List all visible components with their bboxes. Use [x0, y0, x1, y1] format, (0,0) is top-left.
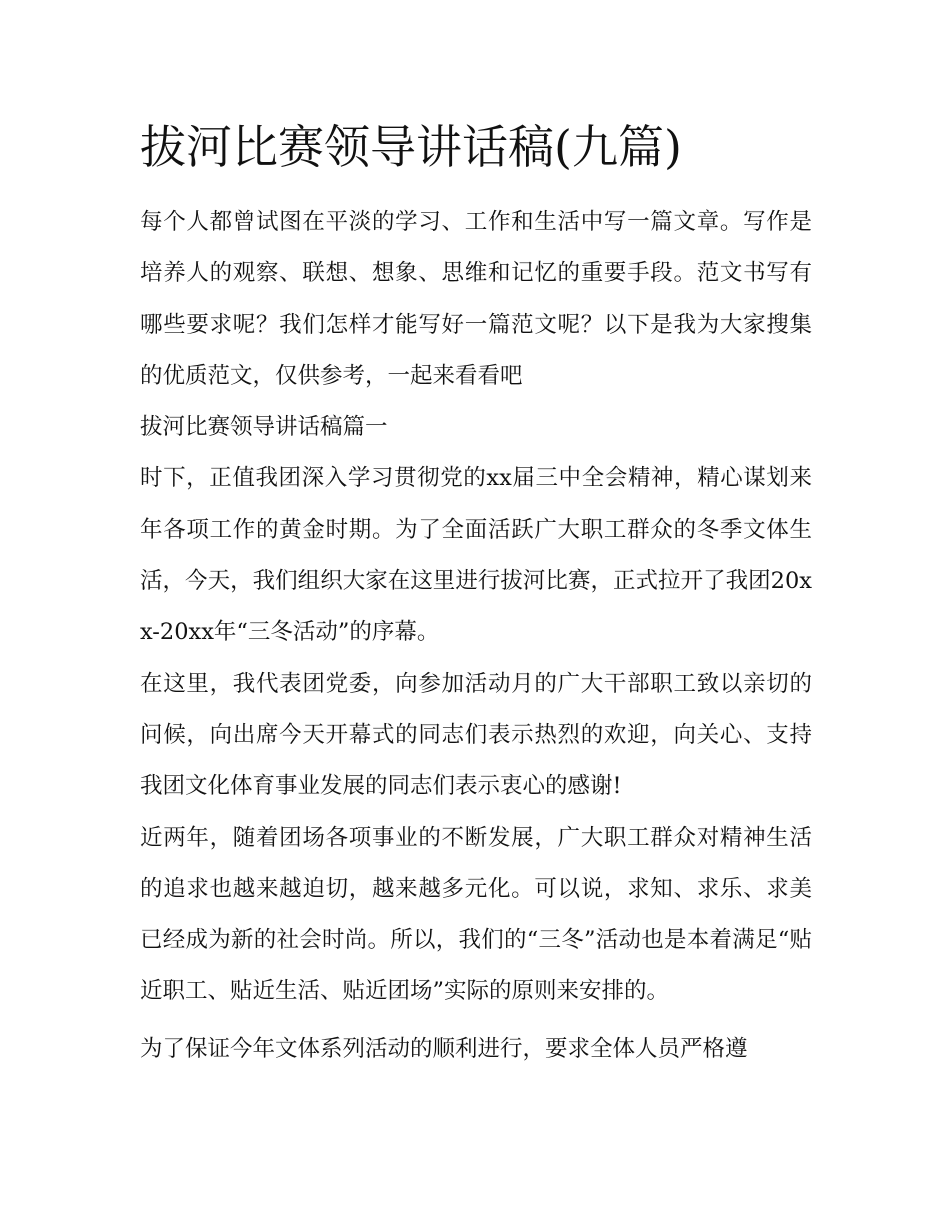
document-title: 拔河比赛领导讲话稿(九篇) — [140, 120, 682, 174]
section-heading: 拔河比赛领导讲话稿篇一 — [140, 414, 388, 441]
body-paragraph: 时下，正值我团深入学习贯彻党的xx届三中全会精神，精心谋划来年各项工作的黄金时期。为了全面活跃广大职工群众的冬季文体生活，今天，我们组织大家在这里进行拔河比赛，正式拉开了我团20xx-20xx年“三冬活动”的序幕。 — [140, 465, 812, 646]
intro-paragraph: 每个人都曾试图在平淡的学习、工作和生活中写一篇文章。写作是培养人的观察、联想、想象、思维和记忆的重要手段。范文书写有哪些要求呢？我们怎样才能写好一篇范文呢？以下是我为大家搜集的优质范文，仅供参考，一起来看看吧 — [140, 209, 812, 389]
body-paragraph: 在这里，我代表团党委，向参加活动月的广大干部职工致以亲切的问候，向出席今天开幕式的同志们表示热烈的欢迎，向关心、支持我团文化体育事业发展的同志们表示衷心的感谢! — [140, 670, 812, 800]
body-paragraph: 近两年，随着团场各项事业的不断发展，广大职工群众对精神生活的追求也越来越迫切，越来越多元化。可以说，求知、求乐、求美已经成为新的社会时尚。所以，我们的“三冬”活动也是本着满足“贴近职工、贴近生活、贴近团场”实际的原则来安排的。 — [140, 824, 812, 1005]
body-paragraph: 为了保证今年文体系列活动的顺利进行，要求全体人员严格遵 — [140, 1035, 748, 1062]
document-body — [140, 197, 812, 1075]
